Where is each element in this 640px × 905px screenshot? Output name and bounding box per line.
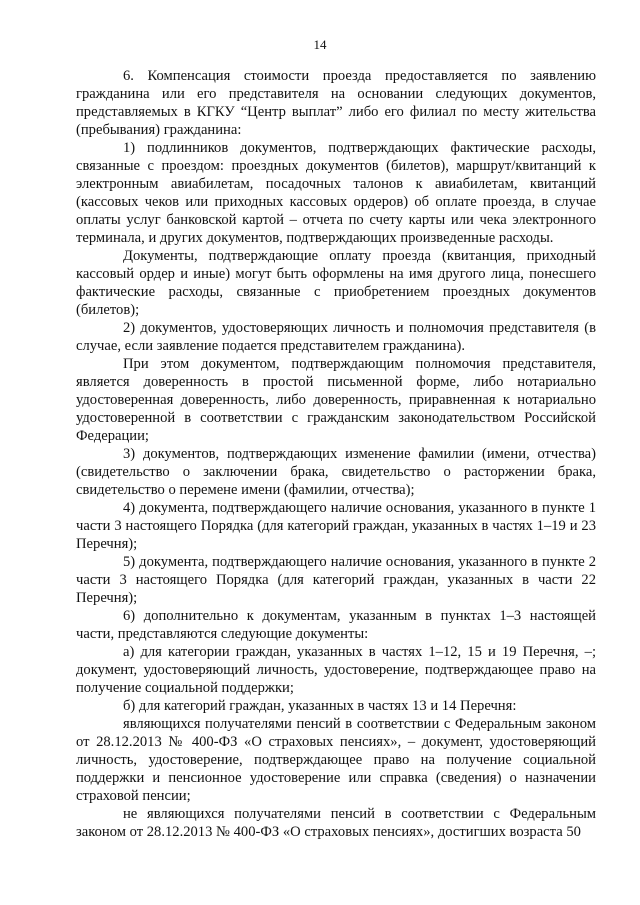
paragraph-item-3: 3) документов, подтверждающих изменение фамилии (имени, отчества) (свидетельство о заключении брака, свидетельство о расторжении брака, свидетельство о перемене имени (фамилии, отчества);: [76, 446, 596, 498]
paragraph-non-pension-recipients: не являющихся получателями пенсий в соответствии с Федеральным законом от 28.12.2013 № 400-ФЗ «О страховых пенсиях», достигших возраста 50: [76, 806, 596, 840]
paragraph-representative-authority: При этом документом, подтверждающим полномочия представителя, является доверенность в простой письменной форме, либо нотариально удостоверенная доверенность, либо доверенность, приравненная к нотариально удостоверенной в соответствии с гражданским законодательством Российской Федерации;: [76, 356, 596, 444]
paragraph-subitem-b: б) для категорий граждан, указанных в частях 13 и 14 Перечня:: [123, 698, 517, 714]
paragraph-6: 6. Компенсация стоимости проезда предоставляется по заявлению гражданина или его представителя на основании следующих документов, представляемых в КГКУ “Центр выплат” либо его филиал по месту жительства (пребывания) гражданина:: [76, 68, 596, 138]
paragraph-item-1: 1) подлинников документов, подтверждающих фактические расходы, связанные с проездом: проездных документов (билетов), маршрут/квитанций к электронным авиабилетам, посадочных талонов к авиабилетам, квитанций (кассовых чеков или приходных кассовых ордеров) об оплате проезда, в случае оплаты услуг банковской картой – отчета по счету карты или чека электронного терминала, и других документов, подтверждающих произведенные расходы.: [76, 140, 596, 246]
paragraph-item-2: 2) документов, удостоверяющих личность и полномочия представителя (в случае, если заявление подается представителем гражданина).: [76, 320, 596, 354]
page-number: 14: [313, 37, 327, 52]
paragraph-pension-recipients: являющихся получателями пенсий в соответствии с Федеральным законом от 28.12.2013 № 400-ФЗ «О страховых пенсиях», – документ, удостоверяющий личность, удостоверение, подтверждающее право на получение социальной поддержки и пенсионное удостоверение или справка (сведения) о назначении страховой пенсии;: [76, 716, 596, 804]
paragraph-payment-documents: Документы, подтверждающие оплату проезда (квитанция, приходный кассовый ордер и иные) могут быть оформлены на имя другого лица, понесшего фактические расходы, связанные с приобретением проездных документов (билетов);: [76, 248, 596, 318]
document-body: [76, 67, 596, 841]
paragraph-item-6: 6) дополнительно к документам, указанным в пунктах 1–3 настоящей части, представляются следующие документы:: [76, 608, 596, 642]
paragraph-subitem-a: а) для категории граждан, указанных в частях 1–12, 15 и 19 Перечня, –; документ, удостоверяющий личность, удостоверение, подтверждающее право на получение социальной поддержки;: [76, 644, 596, 696]
paragraph-item-4: 4) документа, подтверждающего наличие основания, указанного в пункте 1 части 3 настоящего Порядка (для категорий граждан, указанных в частях 1–19 и 23 Перечня);: [76, 500, 596, 552]
paragraph-item-5: 5) документа, подтверждающего наличие основания, указанного в пункте 2 части 3 настоящего Порядка (для категорий граждан, указанных в части 22 Перечня);: [76, 554, 596, 606]
